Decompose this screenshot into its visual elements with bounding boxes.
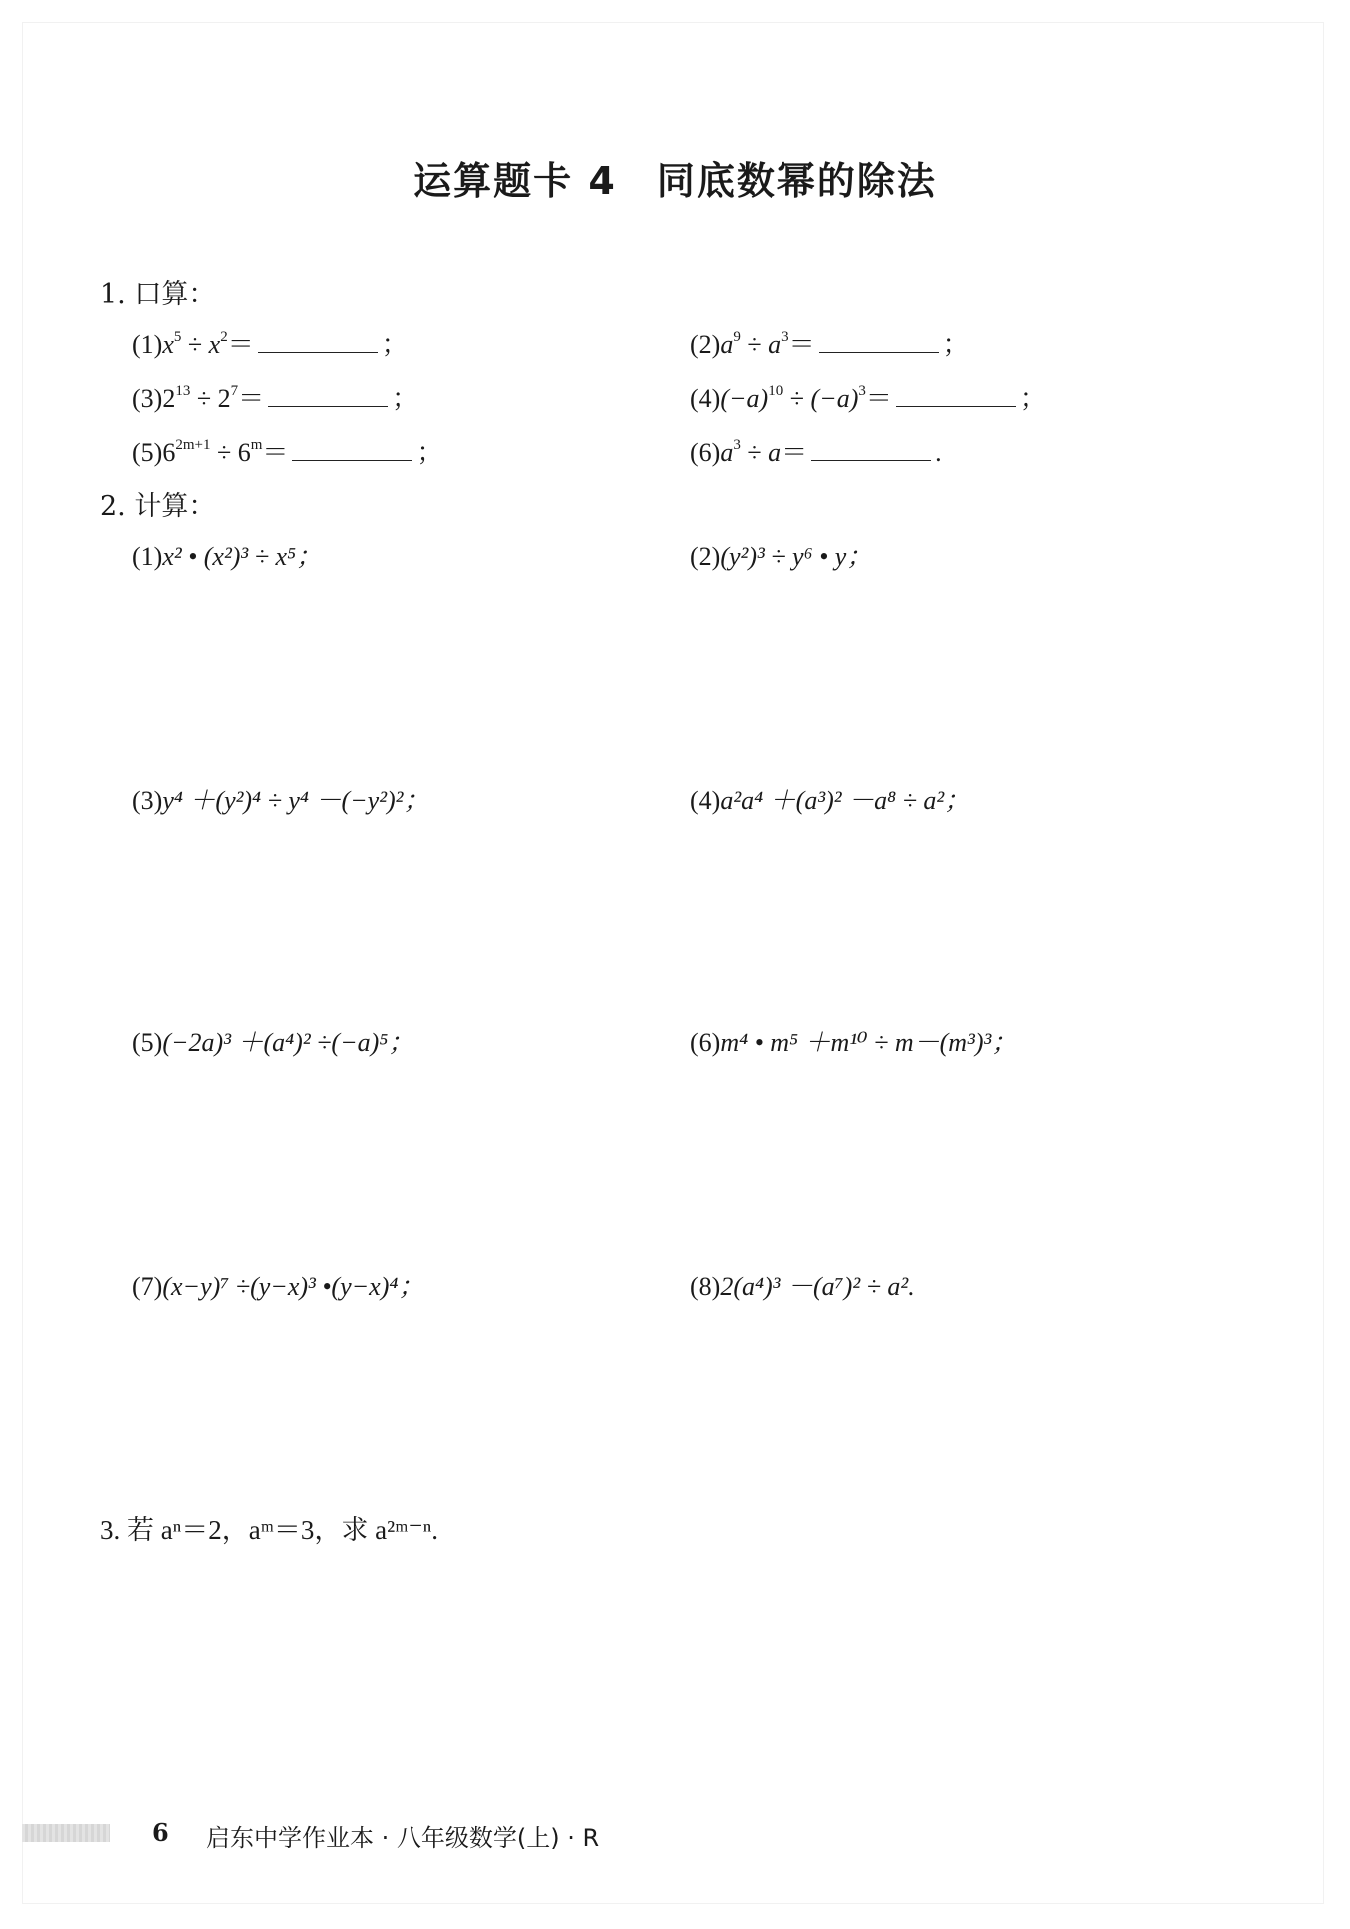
page-number: 6 [152,1818,169,1847]
answer-blank[interactable] [258,330,378,353]
calc-item-8: (8)2(a⁴)³ －(a⁷)² ÷ a². [690,1272,915,1301]
calc-item-1: (1)x² • (x²)³ ÷ x⁵； [132,542,323,571]
calc-item-4: (4)a²a⁴ ＋(a³)² －a⁸ ÷ a²； [690,786,971,815]
footer-text: 启东中学作业本 · 八年级数学(上) · R [206,1824,600,1852]
page-title: 运算题卡 4 同底数幂的除法 [413,159,937,203]
oral-item-2: $(2)a^9 \div a^3=$ ； [690,329,969,359]
calc-item-3: (3)y⁴ ＋(y²)⁴ ÷ y⁴ －(−y²)²； [132,786,430,815]
section-1-heading: 1. 口算： [100,279,216,310]
answer-blank[interactable] [819,330,939,353]
question-3: 3. 若 aⁿ＝2，aᵐ＝3，求 a²ᵐ⁻ⁿ. [100,1515,438,1545]
oral-item-5: $(5)6^{2m+1} \div 6^m=$ ； [132,437,443,467]
oral-item-6: $(6)a^3 \div a=$ . [690,437,942,467]
section-2-heading: 2. 计算： [100,491,216,522]
footer-decoration [22,1824,110,1842]
answer-blank[interactable] [811,438,931,461]
answer-blank[interactable] [896,384,1016,407]
oral-item-3: $(3)2^{13} \div 2^7=$ ； [132,383,419,413]
answer-blank[interactable] [292,438,412,461]
calc-item-6: (6)m⁴ • m⁵ ＋m¹⁰ ÷ m－(m³)³； [690,1028,1018,1057]
page-border [22,22,1324,1904]
answer-blank[interactable] [268,384,388,407]
oral-item-4: $(4)(-a)^{10} \div (-a)^3=$ ； [690,383,1046,413]
calc-item-7: (7)(x−y)⁷ ÷(y−x)³ •(y−x)⁴； [132,1272,425,1301]
calc-item-5: (5)(−2a)³ ＋(a⁴)² ÷(−a)⁵； [132,1028,415,1057]
calc-item-2: (2)(y²)³ ÷ y⁶ • y； [690,542,873,571]
oral-item-1: $(1)x^5 \div x^2=$ ； [132,329,408,359]
